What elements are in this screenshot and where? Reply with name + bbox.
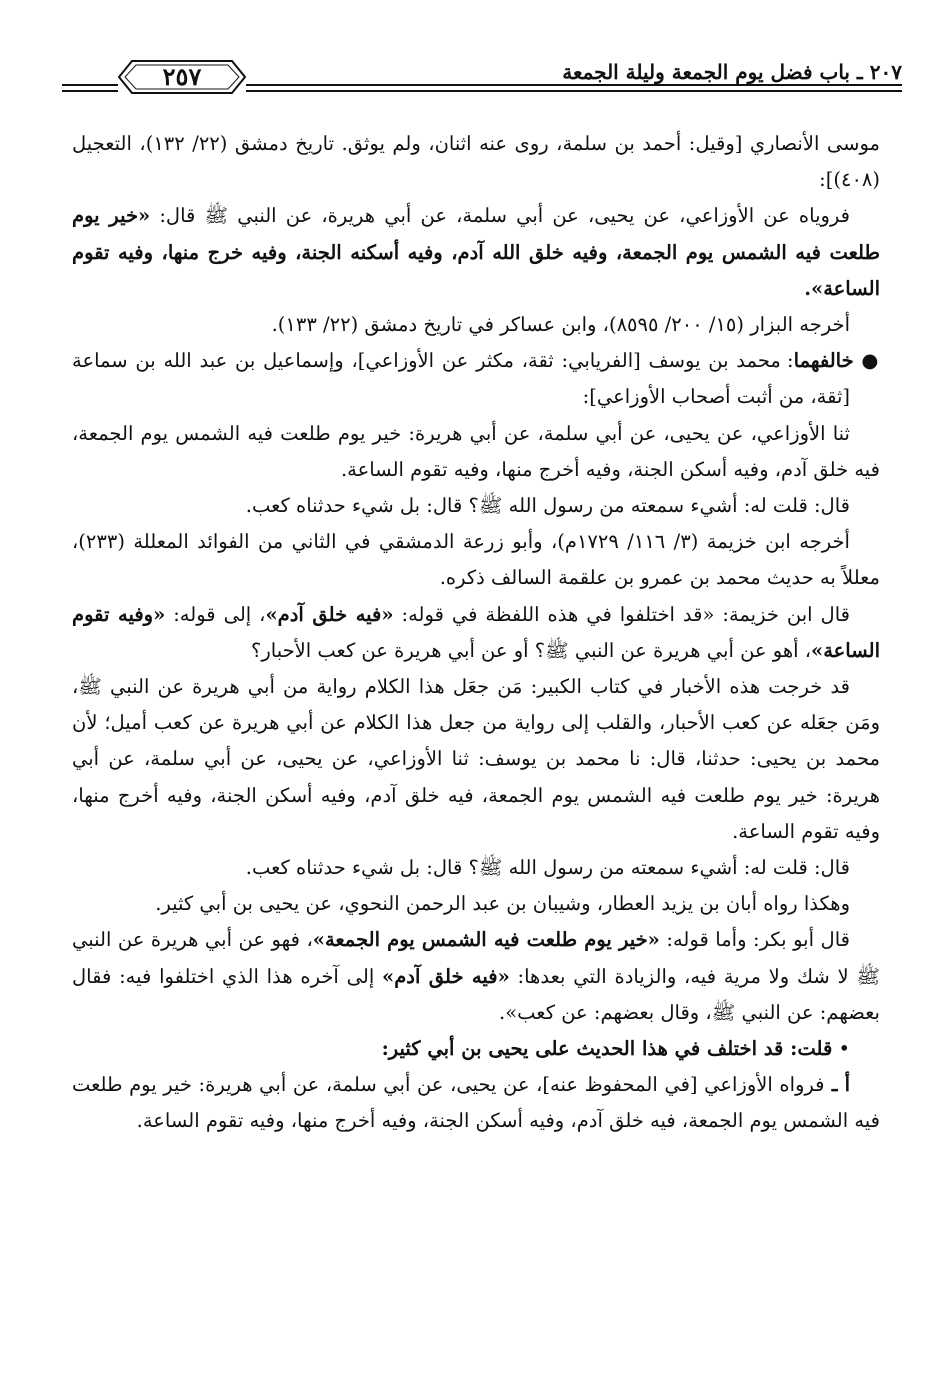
paragraph bbox=[72, 922, 880, 1031]
bold-term: خالفهما bbox=[793, 349, 854, 373]
page-body bbox=[72, 126, 880, 1140]
hadith-quote: «فيه خلق آدم» bbox=[382, 964, 510, 988]
bold-heading: قلت: قد اختلف في هذا الحديث على يحيى بن أبي كثير: bbox=[381, 1037, 833, 1061]
page-header bbox=[62, 52, 902, 108]
header-rule-bottom bbox=[246, 90, 902, 92]
paragraph: أخرجه ابن خزيمة (٣/ ١١٦/ ١٧٢٩م)، وأبو زرعة الدمشقي في الثاني من الفوائد المعللة (٢٣٣)، معللاً به حديث محمد بن عمرو بن علقمة السالف ذكره. bbox=[72, 530, 880, 590]
chapter-title: ٢٠٧ ـ باب فضل يوم الجمعة وليلة الجمعة bbox=[562, 60, 902, 84]
paragraph: ثنا الأوزاعي، عن يحيى، عن أبي سلمة، عن أبي هريرة: خير يوم طلعت فيه الشمس يوم الجمعة، فيه خلق آدم، وفيه أسكن الجنة، وفيه أخرج منها، وفيه تقوم الساعة. bbox=[72, 421, 880, 481]
paragraph bbox=[72, 1031, 880, 1067]
page-number: ٢٥٧ bbox=[162, 62, 202, 91]
paragraph bbox=[72, 597, 880, 669]
hadith-quote: «خير يوم طلعت فيه الشمس يوم الجمعة» bbox=[312, 928, 660, 952]
text: فروياه عن الأوزاعي، عن يحيى، عن أبي سلمة، عن أبي هريرة، عن النبي ﷺ قال: bbox=[150, 204, 850, 228]
text: فرواه الأوزاعي [في المحفوظ عنه]، عن يحيى، عن أبي سلمة، عن أبي هريرة: خير يوم طلعت فيه الشمس يوم الجمعة، فيه خلق آدم، وفيه أسكن الجنة، وفيه أخرج منها، وفيه تقوم الساعة. bbox=[72, 1073, 880, 1133]
text: ، فهو عن أبي هريرة عن النبي ﷺ لا شك ولا مرية فيه، والزيادة التي بعدها: bbox=[72, 928, 881, 988]
bullet-icon: • bbox=[832, 1037, 850, 1061]
hadith-quote: «خير يوم طلعت فيه الشمس يوم الجمعة، وفيه خلق الله آدم، وفيه أسكنه الجنة، وفيه خرج منها، وفيه تقوم الساعة». bbox=[72, 204, 880, 300]
header-rule-left-top bbox=[62, 84, 118, 86]
paragraph: أخرجه البزار (١٥/ ٢٠٠/ ٨٥٩٥)، وابن عساكر في تاريخ دمشق (٢٢/ ١٣٣). bbox=[271, 313, 850, 337]
text: ، إلى قوله: bbox=[165, 602, 266, 626]
hadith-quote: «وفيه تقوم الساعة» bbox=[72, 602, 880, 662]
text: إلى آخره هذا الذي اختلفوا فيه: فقال بعضهم: عن النبي ﷺ، وقال بعضهم: عن كعب». bbox=[72, 964, 880, 1024]
paragraph: موسى الأنصاري [وقيل: أحمد بن سلمة، روى عنه اثنان، ولم يوثق. تاريخ دمشق (٢٢/ ١٣٢)، التعجيل (٤٠٨)]: bbox=[72, 132, 880, 192]
paragraph bbox=[72, 198, 880, 307]
text: قال ابن خزيمة: «قد اختلفوا في هذه اللفظة في قوله: bbox=[393, 602, 850, 626]
paragraph: قال: قلت له: أشيء سمعته من رسول الله ﷺ؟ قال: بل شيء حدثناه كعب. bbox=[245, 856, 850, 880]
text: : محمد بن يوسف [الفريابي: ثقة، مكثر عن الأوزاعي]، وإسماعيل بن عبد الله بن سماعة [ثقة، من أثبت أصحاب الأوزاعي]: bbox=[72, 349, 850, 409]
hadith-quote: «فيه خلق آدم» bbox=[265, 602, 394, 626]
list-marker: أ ـ bbox=[824, 1073, 850, 1097]
header-rule-top bbox=[246, 84, 902, 86]
paragraph: وهكذا رواه أبان بن يزيد العطار، وشيبان بن عبد الرحمن النحوي، عن يحيى بن أبي كثير. bbox=[155, 892, 850, 916]
bullet-icon: ● bbox=[853, 349, 880, 373]
paragraph: قال: قلت له: أشيء سمعته من رسول الله ﷺ؟ قال: بل شيء حدثناه كعب. bbox=[245, 494, 850, 518]
text: قال أبو بكر: وأما قوله: bbox=[659, 928, 850, 952]
paragraph bbox=[72, 1067, 880, 1139]
paragraph bbox=[72, 343, 880, 415]
paragraph: قد خرجت هذه الأخبار في كتاب الكبير: مَن جعَل هذا الكلام رواية من أبي هريرة عن النبي ﷺ، ومَن جعَله عن كعب الأحبار، والقلب إلى رواية من جعل هذا الكلام عن أبي هريرة عن كعب أميل؛ لأن محمد بن يحيى: حدثنا، قال: نا محمد بن يوسف: ثنا الأوزاعي، عن يحيى، عن أبي سلمة، عن أبي هريرة: خير يوم طلعت فيه الشمس يوم الجمعة، فيه خلق آدم، وفيه أسكن الجنة، وفيه أخرج منها، وفيه تقوم الساعة. bbox=[72, 675, 880, 843]
page-number-badge bbox=[118, 60, 246, 94]
text: ، أهو عن أبي هريرة عن النبي ﷺ؟ أو عن أبي هريرة عن كعب الأحبار؟ bbox=[251, 638, 812, 662]
header-rule-left-bottom bbox=[62, 90, 118, 92]
